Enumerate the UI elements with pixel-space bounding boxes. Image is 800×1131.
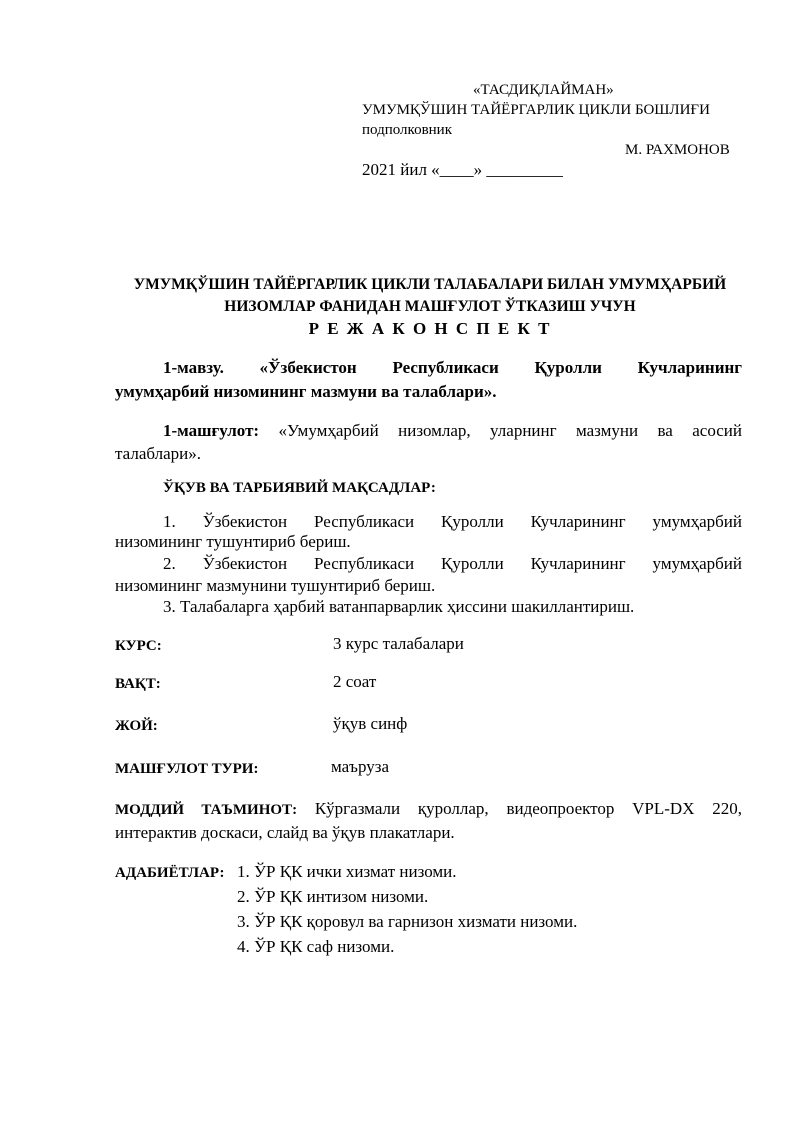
goal-1-line-1: 1. Ўзбекистон Республикаси Қуролли Кучларининг умумҳарбий (163, 512, 742, 531)
place-label: ЖОЙ: (115, 718, 158, 734)
literature-item: 3. ЎР ҚК қоровул ва гарнизон хизмати низоми. (237, 912, 578, 931)
goal-3: 3. Талабаларга ҳарбий ватанпарварлик ҳиссини шакиллантириш. (163, 597, 635, 616)
material-line-1 (115, 799, 742, 820)
literature-item: 1. ЎР ҚК ички хизмат низоми. (237, 862, 457, 881)
course-value: 3 курс талабалари (333, 634, 464, 653)
lesson-text: «Умумҳарбий низомлар, уларнинг мазмуни ва асосий (278, 421, 743, 440)
goal-2-line-2: низомининг мазмунини тушунтириб бериш. (115, 576, 436, 595)
lesson-type-label: МАШҒУЛОТ ТУРИ: (115, 761, 259, 777)
literature-item: 2. ЎР ҚК интизом низоми. (237, 887, 429, 906)
material-line-2: интерактив доскаси, слайд ва ўқув плакатлари. (115, 823, 455, 842)
time-value: 2 соат (333, 672, 377, 691)
literature-item: 4. ЎР ҚК саф низоми. (237, 937, 395, 956)
goal-2-line-1: 2. Ўзбекистон Республикаси Қуролли Кучларининг умумҳарбий (163, 554, 742, 573)
approval-name: М. РАХМОНОВ (625, 142, 730, 158)
lesson-label: 1-машғулот: (163, 421, 260, 440)
lesson-line-2: талаблари». (115, 444, 201, 463)
literature-label: АДАБИЁТЛАР: (115, 865, 225, 881)
topic-line-2: умумҳарбий низомининг мазмуни ва талаблари». (115, 382, 497, 401)
lesson-line-1 (163, 421, 742, 441)
approval-rank: подполковник (362, 122, 452, 138)
material-label: МОДДИЙ ТАЪМИНОТ: (115, 802, 298, 818)
lesson-type-value: маъруза (331, 757, 390, 776)
goals-heading: ЎҚУВ ВА ТАРБИЯВИЙ МАҚСАДЛАР: (163, 480, 436, 496)
time-label: ВАҚТ: (115, 676, 161, 692)
goal-1-line-2: низомининг тушунтириб бериш. (115, 532, 351, 551)
course-label: КУРС: (115, 638, 162, 654)
approval-position: УМУМҚЎШИН ТАЙЁРГАРЛИК ЦИКЛИ БОШЛИҒИ (362, 102, 710, 118)
title-line-2: НИЗОМЛАР ФАНИДАН МАШҒУЛОТ ЎТКАЗИШ УЧУН (224, 298, 636, 315)
material-text: Кўргазмали қуроллар, видеопроектор VPL-DX 220, (314, 799, 742, 818)
place-value: ўқув синф (333, 714, 408, 733)
topic-line-1: 1-мавзу. «Ўзбекистон Республикаси Қуролли Кучларининг (163, 358, 742, 377)
title-konspekt: Р Е Ж А К О Н С П Е К Т (308, 319, 552, 338)
approval-date: 2021 йил «____» _________ (362, 160, 563, 179)
approval-heading: «ТАСДИҚЛАЙМАН» (473, 82, 614, 98)
title-line-1: УМУМҚЎШИН ТАЙЁРГАРЛИК ЦИКЛИ ТАЛАБАЛАРИ БИЛАН УМУМҲАРБИЙ (133, 276, 727, 293)
